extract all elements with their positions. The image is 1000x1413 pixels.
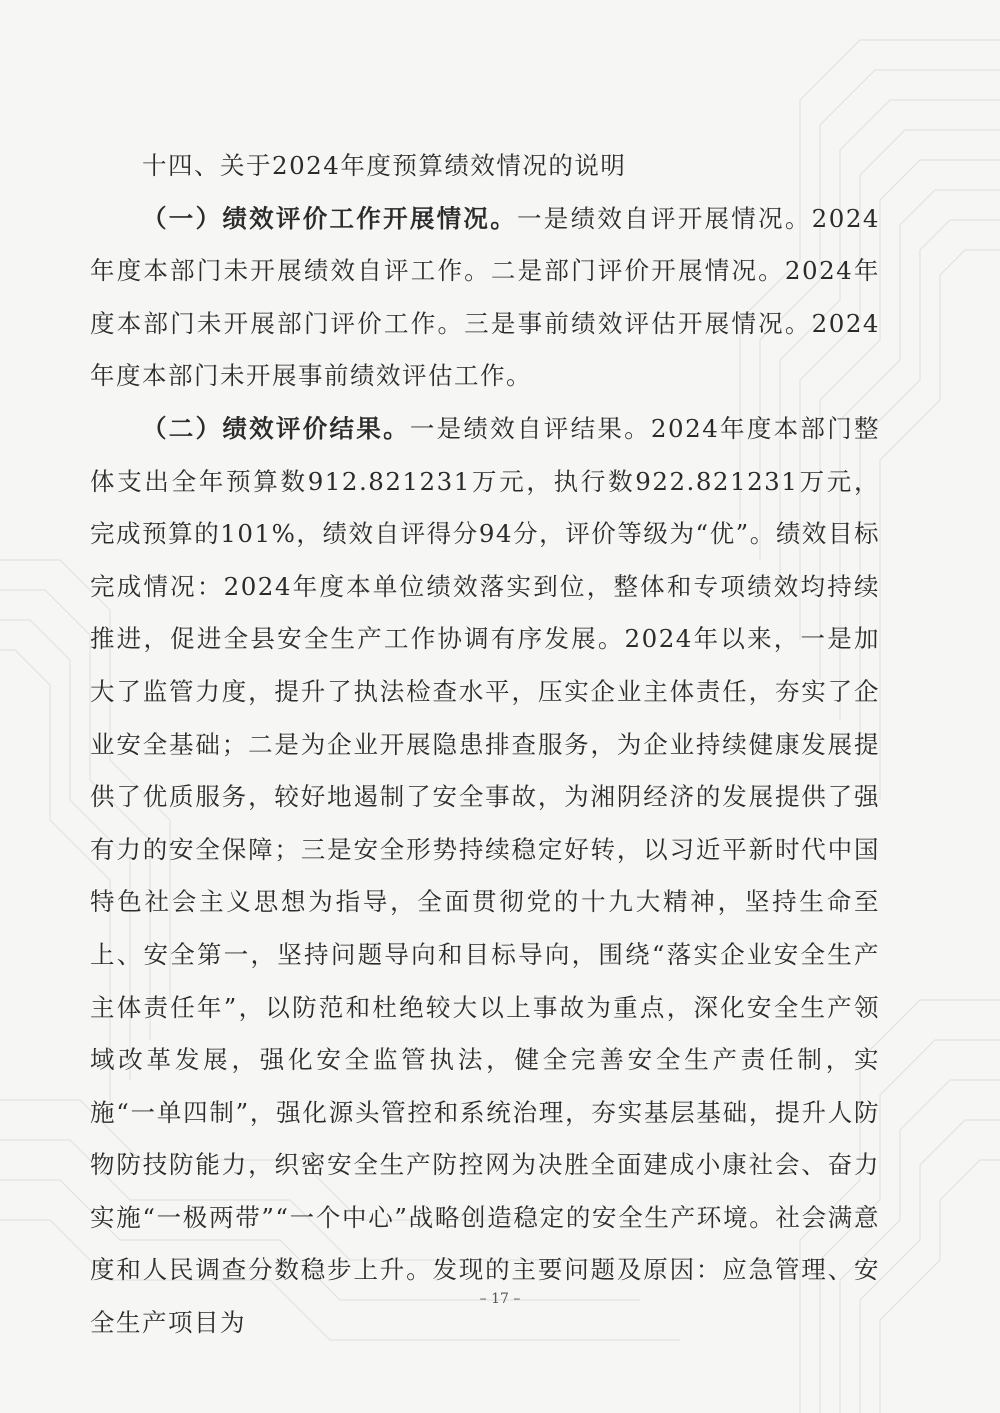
page-number: – 17 –: [479, 1291, 521, 1307]
subsection-title: （一）绩效评价工作开展情况。: [142, 203, 517, 233]
section-heading: 十四、关于2024年度预算绩效情况的说明: [142, 151, 627, 180]
paragraph-text: 一是绩效自评结果。2024年度本部门整体支出全年预算数912.821231万元，执行数922.821231万元，完成预算的101%，绩效自评得分94分，评价等级为“优”。绩效目标完成情况：2024年度本单位绩效落实到位，整体和专项绩效均持续推进，促进全县安全生产工作协调有序发展。2024年以来，一是加大了监管力度，提升了执法检查水平，压实企业主体责任，夯实了企业安全基础；二是为企业开展隐患排查服务，为企业持续健康发展提供了优质服务，较好地遏制了安全事故，为湘阴经济的发展提供了强有力的安全保障；三是安全形势持续稳定好转，以习近平新时代中国特色社会主义思想为指导，全面贯彻党的十九大精神，坚持生命至上、安全第一，坚持问题导向和目标导向，围绕“落实企业安全生产主体责任年”，以防范和杜绝较大以上事故为重点，深化安全生产领域改革发展，强化安全监管执法，健全完善安全生产责任制，实施“一单四制”，强化源头管控和系统治理，夯实基层基础，提升人防物防技防能力，织密安全生产防控网为决胜全面建成小康社会、奋力实施“一极两带”“一个中心”战略创造稳定的安全生产环境。社会满意度和人民调查分数稳步上升。发现的主要问题及原因：应急管理、安全生产项目为: [90, 413, 881, 1338]
paragraph-evaluation-work: [90, 193, 880, 403]
paragraph-text: 一是绩效自评开展情况。2024年度本部门未开展绩效自评工作。二是部门评价开展情况。2024年度本部门未开展部门评价工作。三是事前绩效评估开展情况。2024年度本部门未开展事前绩效评估工作。: [90, 203, 880, 391]
paragraph-evaluation-results: [90, 403, 880, 1350]
subsection-title: （二）绩效评价结果。: [142, 413, 410, 443]
document-body: [90, 140, 880, 1350]
